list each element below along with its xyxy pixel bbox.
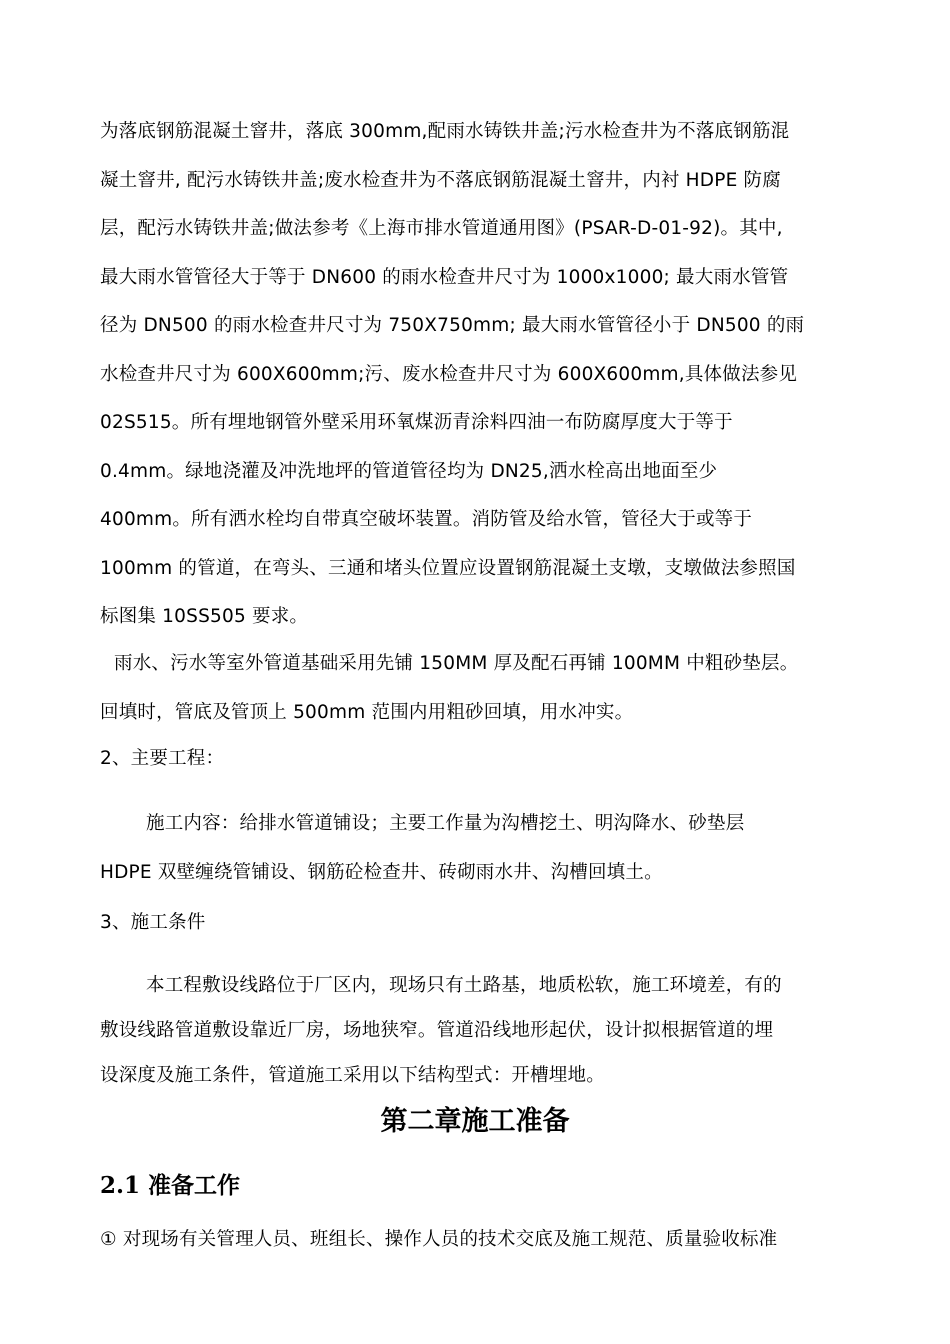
text-line: 设深度及施工条件，管道施工采用以下结构型式：开槽埋地。 xyxy=(100,1065,605,1086)
section-heading-main-works xyxy=(100,735,890,784)
text-line: 本工程敷设线路位于厂区内，现场只有土路基，地质松软，施工环境差，有的 xyxy=(146,975,782,996)
chapter-title: 第二章施工准备 xyxy=(380,1106,570,1137)
paragraph-site-conditions xyxy=(100,963,890,1098)
text-line: 02S515。所有埋地钢管外壁采用环氧煤沥青涂料四油一布防腐厚度大于等于 xyxy=(100,412,733,433)
paragraph-pipe-foundation xyxy=(100,640,890,737)
text-line: 标图集 10SS505 要求。 xyxy=(100,606,309,627)
text-line: 施工内容：给排水管道铺设；主要工作量为沟槽挖土、明沟降水、砂垫层 xyxy=(146,813,745,834)
text-line: 敷设线路管道敷设靠近厂房，场地狭窄。管道沿线地形起伏，设计拟根据管道的埋 xyxy=(100,1020,774,1041)
paragraph-construction-content xyxy=(100,800,890,897)
text-line: 凝土窨井, 配污水铸铁井盖;废水检查井为不落底钢筋混凝土窨井，内衬 HDPE 防腐 xyxy=(100,169,781,191)
text-line: 径为 DN500 的雨水检查井尺寸为 750X750mm; 最大雨水管管径小于 DN500 的雨 xyxy=(100,315,805,336)
text-line: 水检查井尺寸为 600X600mm;污、废水检查井尺寸为 600X600mm,具体做法参见 xyxy=(100,363,798,385)
text-line: 最大雨水管管径大于等于 DN600 的雨水检查井尺寸为 1000x1000; 最大雨水管管 xyxy=(100,266,789,288)
text-line: 100mm 的管道，在弯头、三通和堵头位置应设置钢筋混凝土支墩，支墩做法参照国 xyxy=(100,557,796,579)
sub-heading: 2.1 准备工作 xyxy=(100,1172,241,1199)
text-line: 为落底钢筋混凝土窨井，落底 300mm,配雨水铸铁井盖;污水检查井为不落底钢筋混 xyxy=(100,121,790,142)
section-heading-text: 2、主要工程： xyxy=(100,748,225,769)
text-line: 层，配污水铸铁井盖;做法参考《上海市排水管道通用图》(PSAR-D-01-92)。其中, xyxy=(100,218,783,239)
text-line: 雨水、污水等室外管道基础采用先铺 150MM 厚及配石再铺 100MM 中粗砂垫层。 xyxy=(114,653,799,674)
text-line: 0.4mm。绿地浇灌及冲洗地坪的管道管径均为 DN25,洒水栓高出地面至少 xyxy=(100,460,718,482)
paragraph-preparation xyxy=(100,1216,890,1265)
section-heading-conditions xyxy=(100,899,890,948)
text-line: 400mm。所有洒水栓均自带真空破坏装置。消防管及给水管，管径大于或等于 xyxy=(100,509,753,530)
paragraph-manhole-specs xyxy=(100,108,890,642)
text-line: HDPE 双壁缠绕管铺设、钢筋砼检查井、砖砌雨水井、沟槽回填土。 xyxy=(100,861,663,883)
text-line: 回填时，管底及管顶上 500mm 范围内用粗砂回填，用水冲实。 xyxy=(100,701,634,723)
text-line: ① 对现场有关管理人员、班组长、操作人员的技术交底及施工规范、质量验收标准 xyxy=(100,1229,778,1250)
section-heading-text: 3、施工条件 xyxy=(100,912,206,933)
